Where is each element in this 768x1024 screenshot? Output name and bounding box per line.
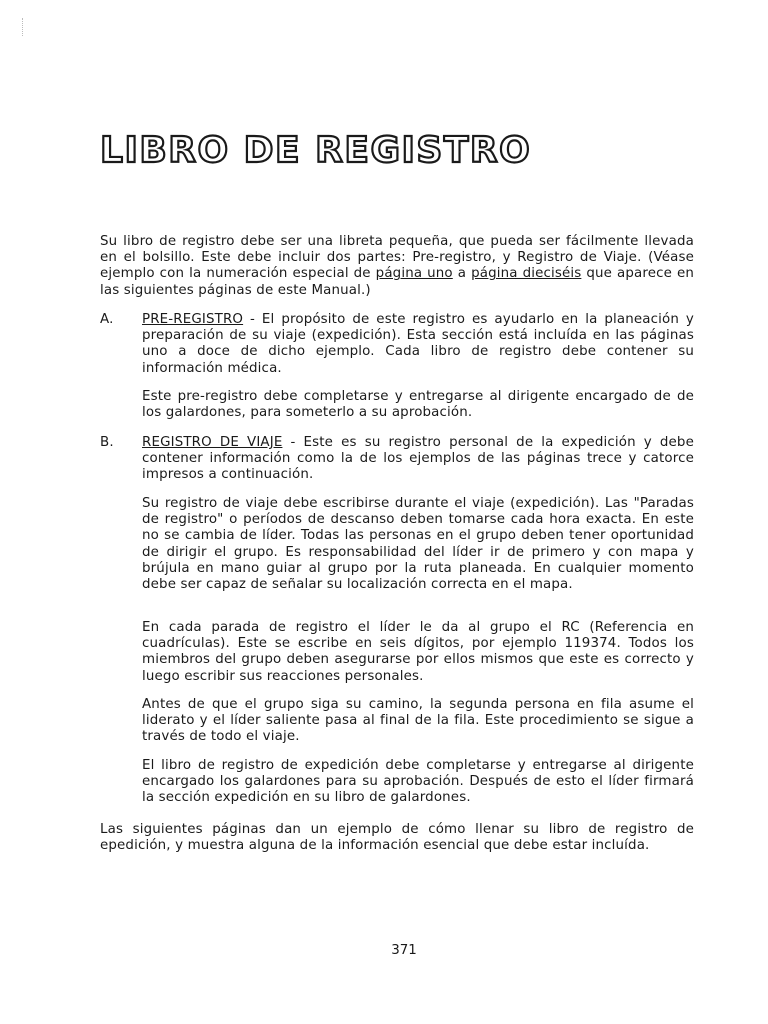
section-b-paragraph-4: Antes de que el grupo siga su camino, la segunda persona en fila asume el liderato y el líder saliente pasa al final de la fila. Este procedimiento se sigue a través de todo el viaje. xyxy=(142,697,694,745)
section-b-label: B. xyxy=(100,435,114,450)
section-b-paragraph-5: El libro de registro de expedición debe completarse y entregarse al dirigente encargado los galardones para su aprobación. Después de esto el líder firmará la sección expedición en su libro de galardones. xyxy=(142,758,694,806)
intro-text-3: que aparece en las siguientes páginas de este Manual.) xyxy=(100,266,694,298)
section-b-heading: REGISTRO DE VIAJE xyxy=(142,435,283,450)
section-a-label: A. xyxy=(100,312,114,327)
intro-paragraph xyxy=(100,234,694,299)
closing-paragraph: Las siguientes páginas dan un ejemplo de cómo llenar su libro de registro de epedición, y muestra alguna de la información esencial que debe estar incluída. xyxy=(100,822,694,854)
page-title: LIBRO DE REGISTRO xyxy=(100,130,532,171)
intro-text-1: Su libro de registro debe ser una libreta pequeña, que pueda ser fácilmente llevada en el bolsillo. Este debe incluir dos partes: Pre-registro, y Registro de Viaje. (Véase ejemplo con la numeración especial de xyxy=(100,234,694,282)
section-a-text-1: - El propósito de este registro es ayudarlo en la planeación y preparación de su viaje (expedición). Esta sección está incluída en las páginas uno a doce de dicho ejemplo. Cada libro de registro debe contener su información médica. xyxy=(142,312,694,376)
section-a-paragraph-2: Este pre-registro debe completarse y entregarse al dirigente encargado de de los galardones, para someterlo a su aprobación. xyxy=(142,389,694,421)
section-b-text-1: - Este es su registro personal de la expedición y debe contener información como la de los ejemplos de las páginas trece y catorce impresos a continuación. xyxy=(142,435,694,483)
section-a-heading: PRE-REGISTRO xyxy=(142,312,244,327)
intro-text-2: a xyxy=(452,266,472,282)
section-b-paragraph-3: En cada parada de registro el líder le da al grupo el RC (Referencia en cuadrículas). Este se escribe en seis dígitos, por ejemplo 119374. Todos los miembros del grupo deben asegurarse por ellos mismos que este es correcto y luego escribir sus reacciones personales. xyxy=(142,620,694,684)
scan-speck xyxy=(22,18,24,36)
section-b-paragraph-1 xyxy=(142,435,694,484)
page-number: 371 xyxy=(391,943,417,958)
page-one-reference: página uno xyxy=(375,266,453,282)
page-sixteen-reference: página dieciséis xyxy=(471,266,582,282)
section-a-paragraph-1 xyxy=(142,312,694,377)
section-b-paragraph-2: Su registro de viaje debe escribirse durante el viaje (expedición). Las "Paradas de registro" o períodos de descanso deben tomarse cada hora exacta. En este no se cambia de líder. Todas las personas en el grupo deben tener oportunidad de dirigir el grupo. Es responsabilidad del líder ir de primero y con mapa y brújula en mano guiar al grupo por la ruta planeada. En cualquier momento debe ser capaz de señalar su localización correcta en el mapa. xyxy=(142,496,694,593)
